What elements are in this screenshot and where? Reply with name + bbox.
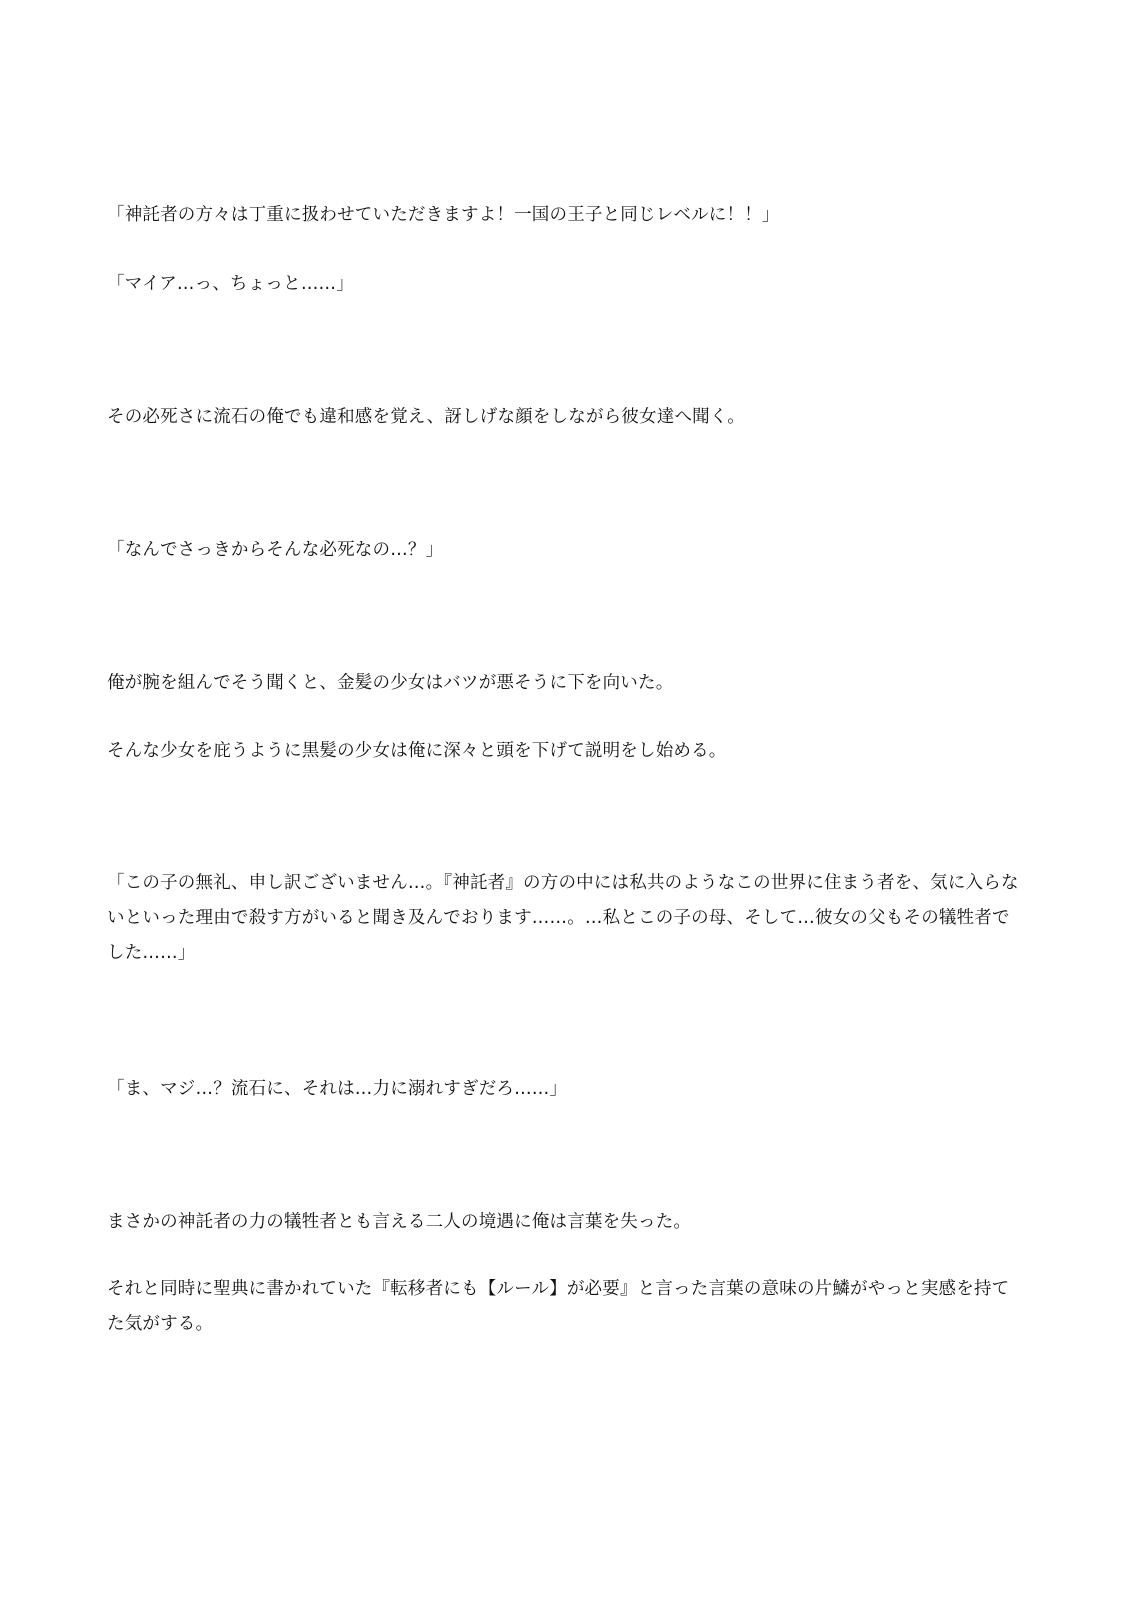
- paragraph-9: まさかの神託者の力の犠牲者とも言える二人の境遇に俺は言葉を失った。: [107, 1212, 692, 1232]
- paragraph-4: 「なんでさっきからそんな必死なの…？」: [107, 540, 444, 560]
- paragraph-1: 「神託者の方々は丁重に扱わせていただきますよ！一国の王子と同じレベルに！！」: [107, 205, 780, 225]
- paragraph-5: 俺が腕を組んでそう聞くと、金髪の少女はバツが悪そうに下を向いた。: [107, 673, 674, 693]
- paragraph-3: その必死さに流石の俺でも違和感を覚え、訝しげな顔をしながら彼女達へ聞く。: [107, 407, 745, 427]
- paragraph-2: 「マイア…っ、ちょっと……」: [107, 274, 354, 294]
- paragraph-10: それと同時に聖典に書かれていた『転移者にも【ルール】が必要』と言った言葉の意味の片鱗がやっと実感を持てた気がする。: [107, 1279, 1010, 1334]
- paragraph-8: 「ま、マジ…？流石に、それは…力に溺れすぎだろ……」: [107, 1079, 568, 1099]
- paragraph-6: そんな少女を庇うように黒髪の少女は俺に深々と頭を下げて説明をし始める。: [107, 741, 727, 761]
- paragraph-7: 「この子の無礼、申し訳ございません…。『神託者』の方の中には私共のようなこの世界に住まう者を、気に入らないといった理由で殺す方がいると聞き及んでおります……。…私とこの子の母、そして…彼女の父もその犠牲者でした……」: [107, 873, 1019, 963]
